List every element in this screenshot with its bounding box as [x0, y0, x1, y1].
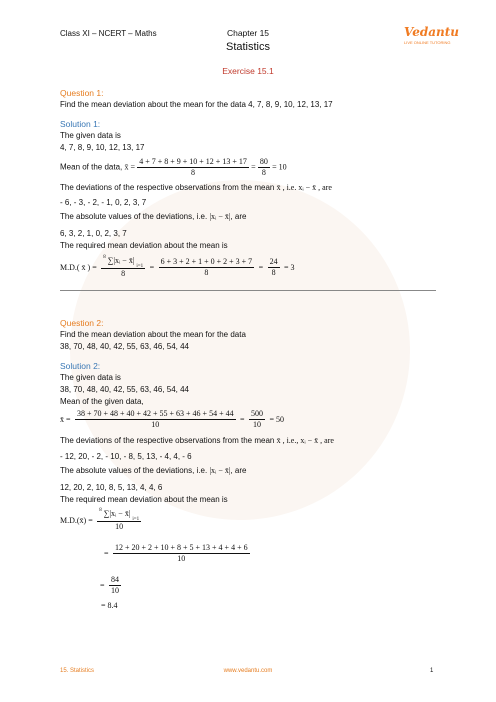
q2-md-sum-upper: 8: [99, 508, 102, 513]
q2-mean-numerator: 38 + 70 + 48 + 40 + 42 + 55 + 63 + 46 + 54 + 44: [76, 409, 234, 418]
q1-mean-line: [60, 157, 287, 178]
q2-md-step-3: [100, 575, 121, 596]
page-number: 1: [430, 668, 434, 674]
q2-absolute-text-c: , are: [230, 466, 247, 475]
solution-2-heading: Solution 2:: [60, 361, 101, 371]
q1-absolute-text-a: The absolute values of the deviations, i.e.: [60, 212, 208, 221]
q1-required-text: The required mean deviation about the mean is: [60, 241, 228, 250]
q1-mean-numerator: 4 + 7 + 8 + 9 + 10 + 12 + 13 + 17: [139, 157, 247, 166]
q2-mean-fraction-2: [249, 409, 265, 430]
q1-mean-result: = 10: [272, 162, 287, 172]
q1-deviation-values: - 6, - 3, - 2, - 1, 0, 2, 3, 7: [60, 198, 147, 207]
q2-mean-result: = 50: [269, 415, 284, 424]
q2-md-sum-lower: i=1: [132, 517, 140, 522]
q1-deviation-text-a: The deviations of the respective observations from the mean: [60, 183, 275, 192]
q2-md-denominator-2: 10: [177, 554, 186, 563]
q2-md-fraction: [97, 509, 141, 532]
page-title: Statistics: [225, 41, 270, 53]
q1-md-equals-1: =: [149, 263, 155, 272]
q2-md-sum-expression: ∑|xᵢ − x̄|: [103, 509, 131, 518]
q1-md-denominator-2: 8: [204, 268, 209, 277]
q2-deviation-values: - 12, 20, - 2, - 10, - 8, 5, 13, - 4, 4, - 6: [60, 452, 192, 461]
q2-md-result: = 8.4: [101, 601, 118, 610]
q2-mean-symbol: x̄ =: [60, 415, 71, 424]
q1-absolute-text: [60, 212, 246, 221]
q1-mean-symbol: x̄ =: [124, 162, 136, 172]
q1-md-fraction-2: [159, 257, 255, 278]
q1-absolute-expression: |xᵢ − x̄|: [209, 212, 231, 221]
solution-2-mean-label: Mean of the given data,: [60, 397, 144, 406]
q2-deviation-text-a: The deviations of the respective observations from the mean: [60, 436, 275, 445]
q1-mean-denominator-2: 8: [261, 168, 266, 177]
question-2-text: Find the mean deviation about the mean for the data: [60, 330, 246, 339]
q2-md-formula: [60, 509, 141, 532]
q2-md-denominator-3: 10: [110, 586, 119, 595]
q2-absolute-text-a: The absolute values of the deviations, i.e.: [60, 466, 208, 475]
solution-1-given: The given data is: [60, 131, 121, 140]
q2-mean-numerator-2: 500: [251, 409, 263, 418]
q1-mean-denominator: 8: [191, 168, 196, 177]
q1-equals: =: [251, 162, 256, 172]
q2-absolute-text: [60, 466, 246, 475]
footer-website-link[interactable]: www.vedantu.com: [223, 668, 273, 674]
solution-1-data: 4, 7, 8, 9, 10, 12, 13, 17: [60, 143, 145, 152]
chapter-label: Chapter 15: [226, 28, 270, 38]
q2-mean-fraction: [75, 409, 236, 430]
q2-mean-formula: [60, 409, 284, 430]
q1-md-formula: [60, 256, 295, 279]
q2-deviation-text-b: x̄ , i.e., xᵢ − x̄ , are: [276, 436, 334, 445]
q1-absolute-values: 6, 3, 2, 1, 0, 2, 3, 7: [60, 229, 127, 238]
q2-md-denominator: 10: [115, 522, 124, 531]
q1-md-sum: [101, 256, 145, 269]
exercise-heading: Exercise 15.1: [222, 66, 274, 76]
q2-required-text: The required mean deviation about the mean is: [60, 495, 228, 504]
question-1-heading: Question 1:: [60, 88, 104, 98]
q2-deviation-text: [60, 436, 334, 445]
q1-md-equals-2: =: [258, 263, 264, 272]
section-divider: [60, 290, 436, 291]
q1-md-fraction-3: [268, 257, 280, 278]
q1-md-denominator-3: 8: [271, 268, 276, 277]
footer-chapter: 15. Statistics: [60, 668, 95, 674]
q1-mean-label: Mean of the data,: [60, 162, 123, 172]
q2-md-label: M.D.(x̄) =: [60, 516, 93, 525]
q1-mean-numerator-2: 80: [259, 157, 268, 166]
q2-md-equals-2: =: [100, 581, 105, 590]
q1-md-sum-expression: ∑|xᵢ − x̄|: [107, 256, 135, 265]
q2-mean-denominator-2: 10: [253, 420, 261, 429]
header-class-label: Class XI – NCERT – Maths: [60, 29, 157, 38]
logo-tagline: LIVE ONLINE TUTORING: [404, 40, 451, 45]
solution-2-data: 38, 70, 48, 40, 42, 55, 63, 46, 54, 44: [60, 385, 189, 394]
q1-mean-fraction: [137, 157, 249, 178]
vedantu-logo: Vedantu: [404, 25, 460, 39]
question-1-text: Find the mean deviation about the mean for the data 4, 7, 8, 9, 10, 12, 13, 17: [60, 100, 333, 109]
q1-md-sum-lower: i=1: [136, 264, 144, 269]
q2-md-equals-1: =: [104, 549, 109, 558]
q1-md-numerator-3: 24: [269, 257, 278, 266]
q1-deviation-text: [60, 183, 332, 192]
q2-absolute-values: 12, 20, 2, 10, 8, 5, 13, 4, 4, 6: [60, 483, 163, 492]
q1-md-numerator-2: 6 + 3 + 2 + 1 + 0 + 2 + 3 + 7: [160, 257, 253, 266]
question-2-heading: Question 2:: [60, 318, 104, 328]
q2-md-step-2: [104, 543, 250, 564]
q2-md-numerator-2: 12 + 20 + 2 + 10 + 8 + 5 + 13 + 4 + 4 + 6: [114, 543, 248, 552]
q2-md-fraction-2: [113, 543, 250, 564]
q2-md-sum: [97, 509, 141, 522]
solution-2-given: The given data is: [60, 373, 121, 382]
q2-mean-denominator: 10: [151, 420, 160, 429]
q1-md-sum-upper: 8: [103, 255, 106, 260]
q2-md-numerator-3: 84: [110, 575, 119, 584]
question-2-data: 38, 70, 48, 40, 42, 55, 63, 46, 54, 44: [60, 342, 189, 351]
q2-md-fraction-3: [109, 575, 121, 596]
solution-1-heading: Solution 1:: [60, 119, 101, 129]
q1-deviation-text-b: x̄ , i.e. xᵢ − x̄ , are: [276, 183, 332, 192]
q1-mean-fraction-2: [258, 157, 270, 178]
q1-md-result: = 3: [284, 263, 295, 272]
q1-md-denominator: 8: [121, 269, 126, 278]
q2-equals: =: [240, 415, 245, 424]
q1-md-fraction: [101, 256, 145, 279]
q1-absolute-text-c: , are: [230, 212, 247, 221]
q1-md-label: M.D.( x̄ ) =: [60, 263, 97, 272]
q2-absolute-expression: |xᵢ − x̄|: [209, 466, 231, 475]
